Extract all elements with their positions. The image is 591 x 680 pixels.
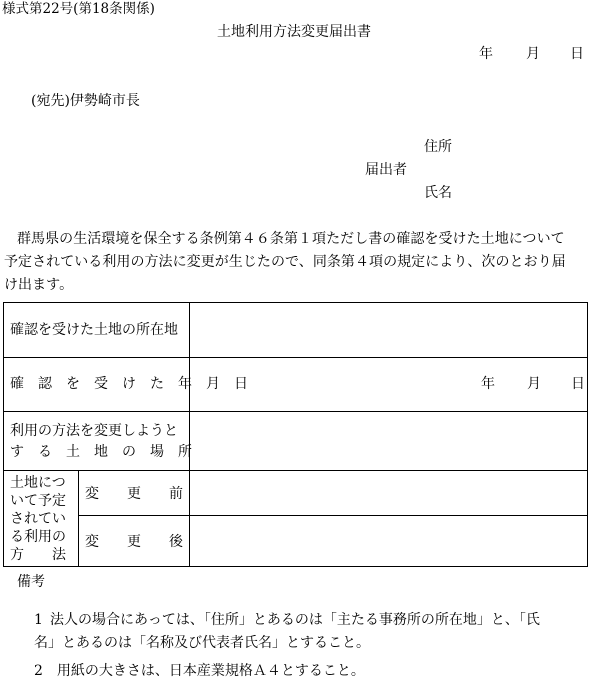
confirmation-date-year: 年 (481, 376, 495, 392)
land-place-field[interactable] (190, 412, 587, 470)
remark-item-1 (34, 609, 584, 655)
remark-1-line-2: 名」とあるのは「名称及び代表者氏名」とすること。 (34, 635, 370, 651)
after-change-label: 変 更 後 (85, 534, 183, 550)
planned-use-label-line-1: 土地につ (10, 475, 66, 491)
confirmation-date-day: 日 (571, 376, 585, 392)
body-line-2: 予定されている利用の方法に変更が生じたので、同条第４項の規定により、次のとおり届 (4, 254, 566, 270)
form-number: 様式第22号(第18条関係) (2, 1, 155, 17)
addressee: (宛先)伊勢崎市長 (31, 93, 140, 109)
column-divider (78, 470, 79, 566)
location-field[interactable] (190, 303, 587, 357)
confirmation-date-label: 確 認 を 受 け た 年 月 日 (10, 376, 248, 392)
planned-use-label-line-3: されてい (10, 511, 66, 527)
planned-use-label-line-4: る利用の (10, 529, 66, 545)
land-place-label-line-2: す る 土 地 の 場 所 (10, 444, 192, 460)
land-place-label-line-1: 利用の方法を変更しようと (10, 423, 178, 439)
planned-use-label-line-5: 方 法 (10, 547, 66, 563)
planned-use-label-line-2: いて予定 (10, 493, 66, 509)
body-line-3: け出ます。 (4, 277, 74, 293)
document-title: 土地利用方法変更届出書 (217, 24, 371, 40)
remarks-title: 備考 (17, 574, 45, 590)
date-day-label: 日 (570, 46, 584, 62)
form-table (3, 302, 588, 567)
remark-1-number: 1 (34, 612, 43, 628)
remark-item-2: 2 用紙の大きさは、日本産業規格Ａ４とすること。 (34, 663, 365, 679)
notification-body (4, 228, 585, 297)
name-label: 氏名 (424, 185, 452, 201)
remark-1-line-1: 法人の場合にあっては、「住所」とあるのは「主たる事務所の所在地」と、「氏 (50, 612, 540, 628)
date-month-label: 月 (526, 46, 540, 62)
confirmation-date-month: 月 (527, 376, 541, 392)
body-line-1: 群馬県の生活環境を保全する条例第４６条第１項ただし書の確認を受けた土地について (17, 231, 565, 247)
location-label: 確認を受けた土地の所在地 (10, 322, 178, 338)
date-year-label: 年 (479, 46, 493, 62)
applicant-label: 届出者 (365, 162, 407, 178)
address-label: 住所 (424, 139, 452, 155)
before-change-field[interactable] (190, 471, 587, 515)
before-change-label: 変 更 前 (85, 486, 183, 502)
after-change-field[interactable] (190, 516, 587, 566)
